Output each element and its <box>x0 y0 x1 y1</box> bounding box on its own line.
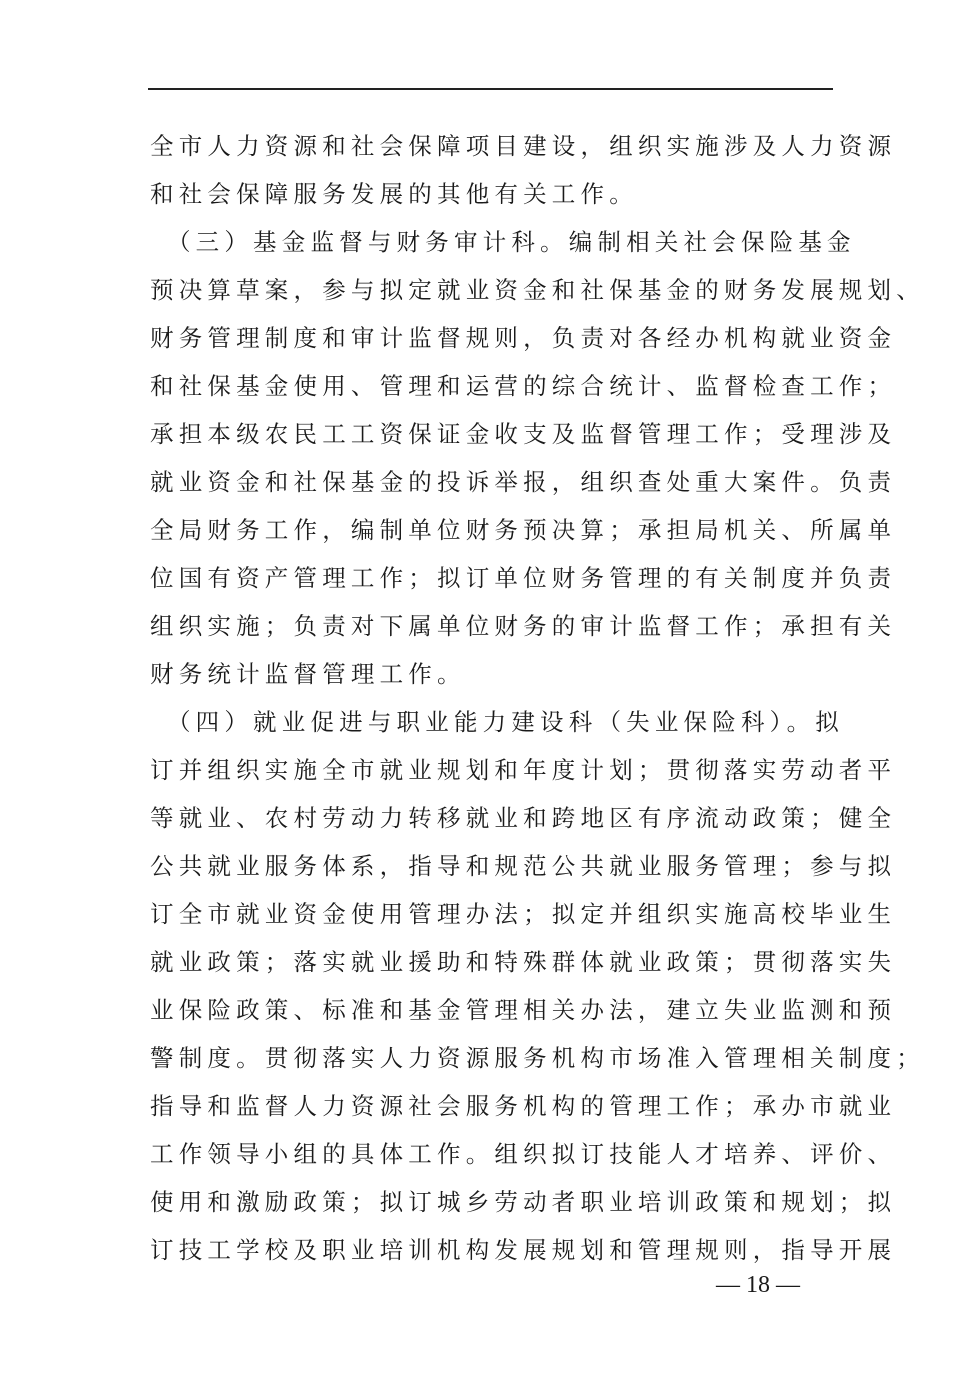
text-line: （三）基金监督与财务审计科。编制相关社会保险基金 <box>150 228 856 256</box>
body-text <box>150 122 925 1274</box>
text-line: 就业资金和社保基金的投诉举报，组织查处重大案件。负责 <box>150 468 897 496</box>
text-line: 公共就业服务体系，指导和规范公共就业服务管理；参与拟 <box>150 852 897 880</box>
page-number: — 18 — <box>716 1272 800 1298</box>
text-line: 和社保基金使用、管理和运营的综合统计、监督检查工作； <box>150 372 897 400</box>
text-line: 全局财务工作，编制单位财务预决算；承担局机关、所属单 <box>150 516 897 544</box>
header-rule <box>148 88 833 90</box>
text-line: 预决算草案，参与拟定就业资金和社保基金的财务发展规划、 <box>150 276 925 304</box>
text-line: 使用和激励政策；拟订城乡劳动者职业培训政策和规划；拟 <box>150 1188 897 1216</box>
text-line: 和社会保障服务发展的其他有关工作。 <box>150 180 638 208</box>
text-line: （四）就业促进与职业能力建设科（失业保险科）。拟 <box>150 708 844 736</box>
text-line: 组织实施；负责对下属单位财务的审计监督工作；承担有关 <box>150 612 897 640</box>
text-line: 订技工学校及职业培训机构发展规划和管理规则，指导开展 <box>150 1236 897 1264</box>
text-line: 财务统计监督管理工作。 <box>150 660 466 688</box>
text-line: 全市人力资源和社会保障项目建设，组织实施涉及人力资源 <box>150 132 897 160</box>
text-line: 业保险政策、标准和基金管理相关办法，建立失业监测和预 <box>150 996 897 1024</box>
text-line: 工作领导小组的具体工作。组织拟订技能人才培养、评价、 <box>150 1140 897 1168</box>
text-line: 财务管理制度和审计监督规则，负责对各经办机构就业资金 <box>150 324 897 352</box>
text-line: 警制度。贯彻落实人力资源服务机构市场准入管理相关制度； <box>150 1044 925 1072</box>
text-line: 订并组织实施全市就业规划和年度计划；贯彻落实劳动者平 <box>150 756 897 784</box>
text-line: 等就业、农村劳动力转移就业和跨地区有序流动政策；健全 <box>150 804 897 832</box>
text-line: 位国有资产管理工作；拟订单位财务管理的有关制度并负责 <box>150 564 897 592</box>
text-line: 指导和监督人力资源社会服务机构的管理工作；承办市就业 <box>150 1092 897 1120</box>
text-line: 承担本级农民工工资保证金收支及监督管理工作；受理涉及 <box>150 420 897 448</box>
text-line: 订全市就业资金使用管理办法；拟定并组织实施高校毕业生 <box>150 900 897 928</box>
text-line: 就业政策；落实就业援助和特殊群体就业政策；贯彻落实失 <box>150 948 897 976</box>
